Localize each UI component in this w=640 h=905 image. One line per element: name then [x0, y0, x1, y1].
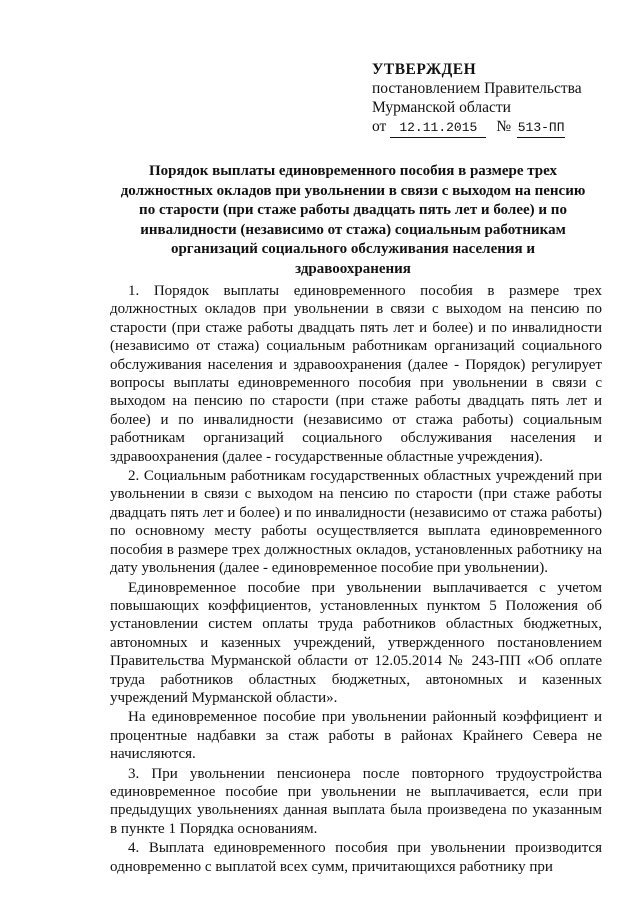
paragraph-4: На единовременное пособие при увольнении районный коэффициент и процентные надбавки за стаж работы в районах Крайнего Севера не начисляются.	[110, 709, 602, 763]
approval-heading: УТВЕРЖДЕН	[372, 61, 477, 78]
paragraph-1: 1. Порядок выплаты единовременного пособия в размере трех должностных окладов при увольнении в связи с выходом на пенсию по старости (при стаже работы двадцать пять лет и более) и по инвалидности (независимо от стажа) социальным работникам организаций социального обслуживания населения и здравоохранения (далее - Порядок) регулирует вопросы выплаты единовременного пособия при увольнении в связи с выходом на пенсию по старости (при стаже работы двадцать пять лет и более) и по инвалидности (независимо от стажа работы) социальным работникам организаций социального обслуживания населения и здравоохранения (далее - государственные областные учреждения).	[110, 283, 602, 465]
approval-date: 12.11.2015	[390, 118, 486, 138]
approval-number: 513-ПП	[517, 118, 565, 138]
approval-date-row	[372, 117, 622, 138]
document-body	[110, 282, 602, 876]
approval-line-2: Мурманской области	[372, 99, 511, 116]
paragraph-6: 4. Выплата единовременного пособия при увольнении производится одновременно с выплатой всех сумм, причитающихся работнику при	[110, 840, 602, 875]
paragraph-2: 2. Социальным работникам государственных областных учреждений при увольнении в связи с выходом на пенсию по старости (при стаже работы двадцать пять лет и более) и по инвалидности (независимо от стажа работы) по основному месту работы осуществляется выплата единовременного пособия в размере трех должностных окладов, установленных работнику на дату увольнения (далее - единовременное пособие при увольнении).	[110, 468, 602, 577]
document-title: Порядок выплаты единовременного пособия в размере трех должностных окладов при увольнении в связи с выходом на пенсию по старости (при стаже работы двадцать пять лет и более) и по инвалидности (независимо от стажа) социальным работникам организаций социального обслуживания населения и здравоохранения	[120, 163, 586, 277]
number-sign: №	[496, 118, 512, 135]
date-prefix: от	[372, 118, 387, 135]
approval-line-1: постановлением Правительства	[372, 80, 582, 97]
approval-stamp	[372, 60, 622, 138]
paragraph-5: 3. При увольнении пенсионера после повторного трудоустройства единовременное пособие при увольнении не выплачивается, если при предыдущих увольнениях данная выплата была произведена по указанным в пункте 1 Порядка основаниям.	[110, 765, 602, 837]
paragraph-3: Единовременное пособие при увольнении выплачивается с учетом повышающих коэффициентов, установленных пунктом 5 Положения об установлении систем оплаты труда работников областных бюджетных, автономных и казенных учреждений, утвержденного постановлением Правительства Мурманской области от 12.05.2014 № 243-ПП «Об оплате труда работников областных бюджетных, автономных и казенных учреждений Мурманской области».	[110, 579, 602, 706]
